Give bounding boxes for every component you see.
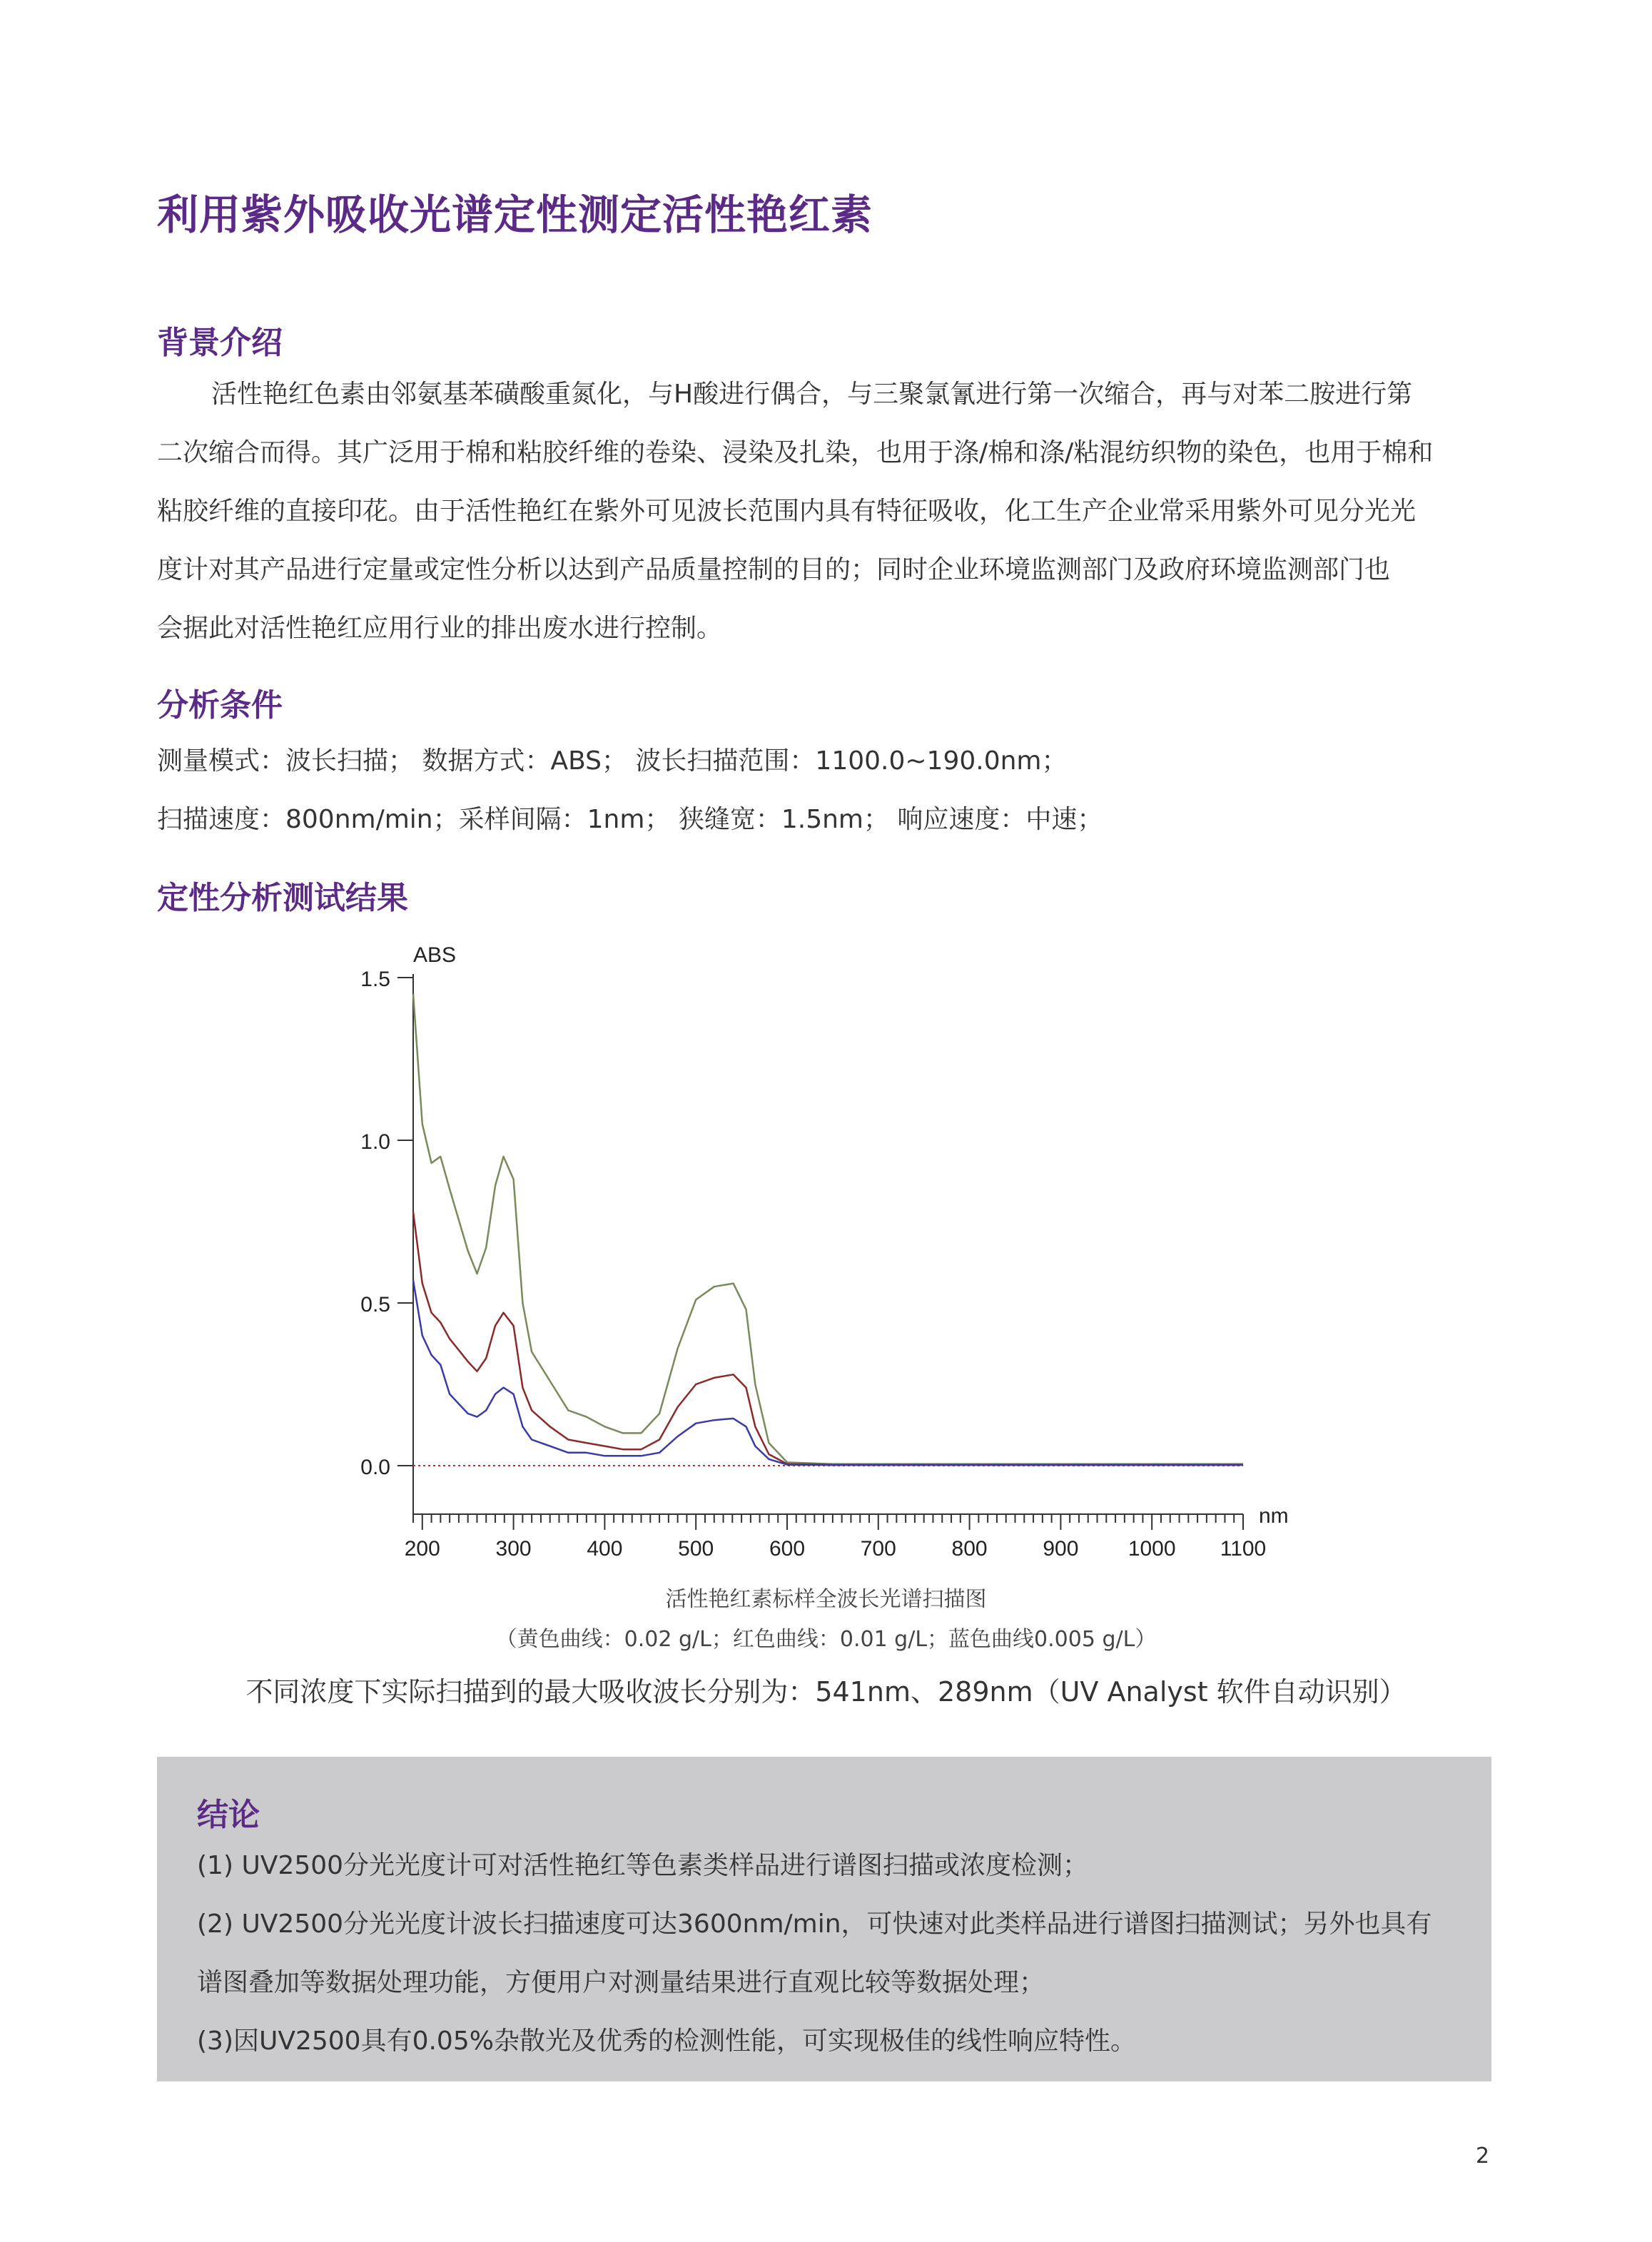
conclusion-heading: 结论 [197, 1797, 260, 1833]
y-tick-label: 1.0 [360, 1130, 390, 1154]
conclusion-line: (3)因UV2500具有0.05%杂散光及优秀的检测性能，可实现极佳的线性响应特性。 [197, 2027, 1136, 2056]
background-line: 二次缩合而得。其广泛用于棉和粘胶纤维的卷染、浸染及扎染，也用于涤/棉和涤/粘混纺织物的染色，也用于棉和 [157, 438, 1434, 467]
background-heading: 背景介绍 [157, 325, 283, 361]
conclusion-paragraph [197, 1837, 1467, 2071]
conclusion-line: (2) UV2500分光光度计波长扫描速度可达3600nm/min，可快速对此类样品进行谱图扫描测试；另外也具有 [197, 1909, 1432, 1939]
x-tick-label: 1000 [1127, 1537, 1176, 1561]
series-line-2 [413, 1212, 1243, 1464]
x-tick-label: 800 [951, 1537, 988, 1561]
x-tick-label: 900 [1043, 1537, 1079, 1561]
x-tick-label: 700 [860, 1537, 896, 1561]
chart-axes [360, 943, 1288, 1561]
y-tick-label: 0.0 [360, 1456, 390, 1479]
conditions-heading: 分析条件 [157, 687, 283, 724]
chart-caption-title: 活性艳红素标样全波长光谱扫描图 [665, 1587, 987, 1612]
conclusion-line: (1) UV2500分光光度计可对活性艳红等色素类样品进行谱图扫描或浓度检测； [197, 1851, 1089, 1880]
x-tick-label: 400 [587, 1537, 623, 1561]
chart-plot [413, 994, 1243, 1465]
series-line-1 [413, 994, 1243, 1464]
x-axis-label: nm [1259, 1504, 1289, 1528]
y-axis-label: ABS [413, 943, 457, 967]
x-tick-label: 1100 [1220, 1537, 1267, 1561]
conclusion-box [157, 1757, 1491, 2081]
background-line: 粘胶纤维的直接印花。由于活性艳红在紫外可见波长范围内具有特征吸收，化工生产企业常采用紫外可见分光光 [157, 497, 1417, 526]
series-line-3 [413, 1280, 1243, 1465]
chart-caption-legend: （黄色曲线：0.02 g/L；红色曲线：0.01 g/L；蓝色曲线0.005 g/L） [495, 1627, 1157, 1652]
x-tick-label: 300 [495, 1537, 532, 1561]
conclusion-line: 谱图叠加等数据处理功能，方便用户对测量结果进行直观比较等数据处理； [197, 1968, 1045, 1997]
page-title: 利用紫外吸收光谱定性测定活性艳红素 [157, 191, 873, 239]
x-tick-label: 200 [404, 1537, 440, 1561]
x-tick-label: 500 [678, 1537, 714, 1561]
results-heading: 定性分析测试结果 [157, 880, 408, 916]
background-line: 度计对其产品进行定量或定性分析以达到产品质量控制的目的；同时企业环境监测部门及政府环境监测部门也 [157, 555, 1391, 584]
y-tick-label: 0.5 [360, 1293, 390, 1317]
conditions-line: 测量模式：波长扫描； 数据方式：ABS； 波长扫描范围：1100.0~190.0nm； [157, 746, 1068, 776]
x-tick-label: 600 [769, 1537, 806, 1561]
conditions-line: 扫描速度：800nm/min；采样间隔：1nm； 狭缝宽：1.5nm； 响应速度：中速； [157, 805, 1103, 834]
y-tick-label: 1.5 [360, 968, 390, 991]
background-line: 会据此对活性艳红应用行业的排出废水进行控制。 [157, 614, 723, 643]
background-line: 活性艳红色素由邻氨基苯磺酸重氮化，与H酸进行偶合，与三聚氯氰进行第一次缩合，再与对苯二胺进行第 [211, 380, 1413, 409]
page-number: 2 [1476, 2144, 1490, 2169]
max-wavelength-note: 不同浓度下实际扫描到的最大吸收波长分别为：541nm、289nm（UV Analyst 软件自动识别） [245, 1676, 1407, 1708]
